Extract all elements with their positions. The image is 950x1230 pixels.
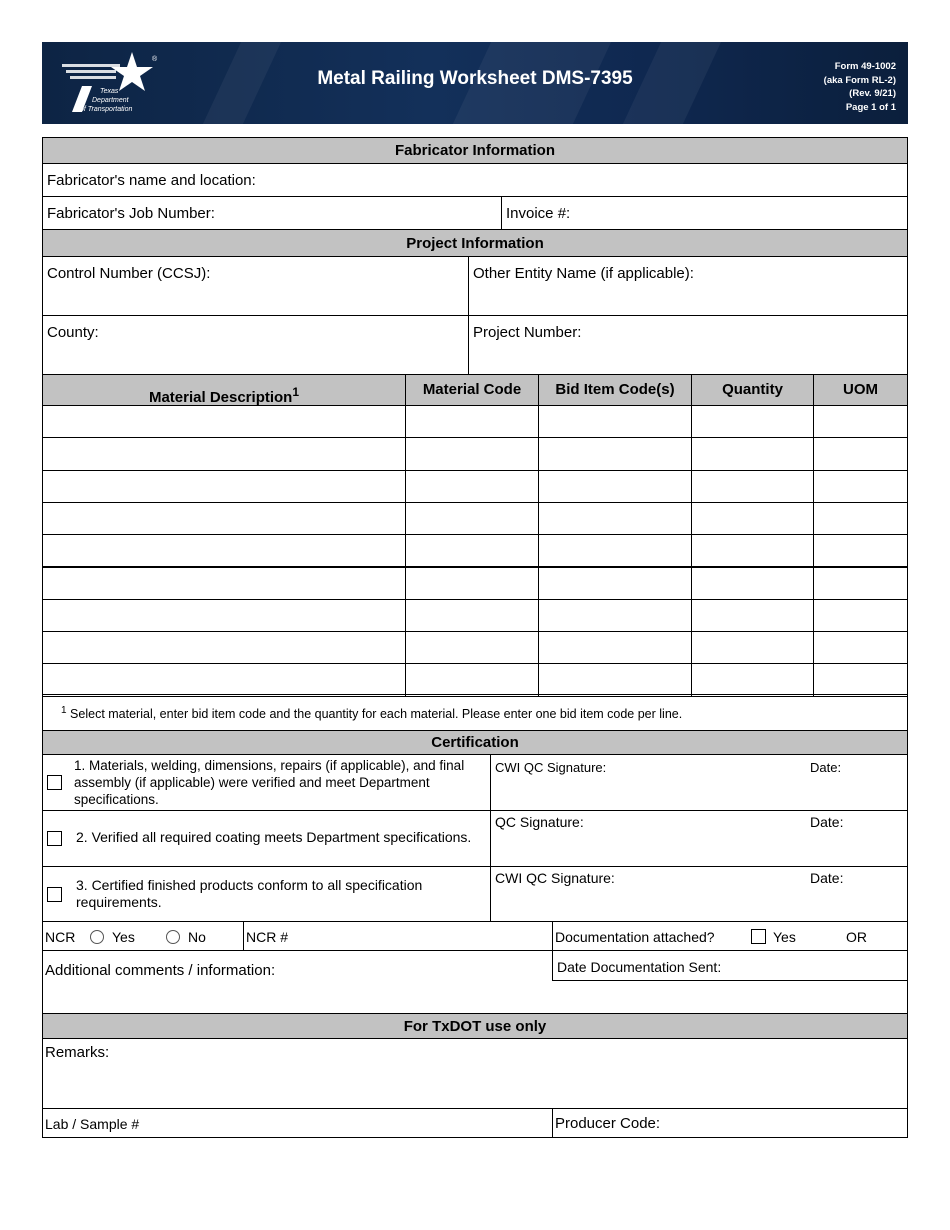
certification-2-text: 2. Verified all required coating meets Department specifications. [76, 829, 472, 845]
form-revision: (Rev. 9/21) [849, 88, 896, 99]
certification-3-checkbox[interactable] [47, 887, 62, 902]
uom-cell[interactable] [813, 534, 908, 567]
footnote-text: Select material, enter bid item code and the quantity for each material. Please enter one bid item code per line. [70, 707, 683, 722]
material-code-cell[interactable] [405, 470, 539, 503]
table-row [42, 663, 908, 696]
ncr-field [42, 921, 244, 951]
quantity-cell[interactable] [691, 534, 814, 567]
materials-table-body [42, 405, 908, 695]
uom-cell[interactable] [813, 631, 908, 664]
certification-2-checkbox[interactable] [47, 831, 62, 846]
producer-code-label: Producer Code: [555, 1115, 661, 1132]
form-title: Metal Railing Worksheet DMS-7395 [317, 68, 633, 89]
certification-2-date-label: Date: [810, 814, 844, 830]
uom-cell[interactable] [813, 599, 908, 632]
material-description-cell[interactable] [42, 470, 406, 503]
uom-cell[interactable] [813, 437, 908, 470]
table-row [42, 470, 908, 503]
documentation-yes-checkbox[interactable] [751, 929, 766, 944]
control-number-label: Control Number (CCSJ): [47, 265, 211, 282]
material-description-cell[interactable] [42, 502, 406, 535]
svg-text:Department: Department [92, 97, 129, 104]
uom-cell[interactable] [813, 663, 908, 696]
table-row [42, 502, 908, 535]
ncr-yes-radio[interactable] [90, 930, 104, 944]
fabricator-job-number-label: Fabricator's Job Number: [47, 205, 215, 222]
uom-cell[interactable] [813, 502, 908, 535]
certification-1-date-label: Date: [810, 760, 842, 775]
table-row [42, 567, 908, 600]
svg-text:®: ® [152, 56, 158, 63]
certification-2-signature-field[interactable] [490, 810, 908, 867]
ncr-no-label: No [188, 929, 206, 945]
bid-item-code-header: Bid Item Code(s) [538, 374, 692, 406]
material-code-cell[interactable] [405, 631, 539, 664]
svg-text:Texas: Texas [100, 88, 119, 95]
quantity-cell[interactable] [691, 599, 814, 632]
county-label: County: [47, 324, 99, 341]
table-row [42, 534, 908, 567]
bid-item-code-cell[interactable] [538, 437, 692, 470]
bid-item-code-cell[interactable] [538, 502, 692, 535]
documentation-or-label: OR [846, 929, 867, 945]
form-aka: (aka Form RL-2) [823, 74, 896, 86]
bid-item-code-cell[interactable] [538, 631, 692, 664]
certification-1-signature-field[interactable] [490, 754, 908, 811]
material-code-cell[interactable] [405, 437, 539, 470]
form-meta [824, 60, 896, 114]
material-code-cell[interactable] [405, 405, 539, 438]
other-entity-field[interactable] [468, 256, 908, 316]
other-entity-label: Other Entity Name (if applicable): [473, 265, 694, 282]
certification-item-3 [42, 866, 491, 922]
uom-cell[interactable] [813, 567, 908, 600]
material-code-cell[interactable] [405, 567, 539, 600]
materials-footnote: $^1$ Select material, enter bid item code and the quantity for each material. Please enter one bid item code per line. [42, 694, 908, 731]
fabricator-name-label: Fabricator's name and location: [47, 172, 256, 189]
ncr-label: NCR [45, 929, 76, 945]
material-code-cell[interactable] [405, 502, 539, 535]
documentation-attached-label: Documentation attached? [555, 929, 715, 945]
fabricator-job-number-field[interactable] [42, 196, 502, 230]
project-number-field[interactable] [468, 315, 908, 375]
uom-cell[interactable] [813, 470, 908, 503]
bid-item-code-cell[interactable] [538, 405, 692, 438]
certification-1-signature-label: CWI QC Signature: [495, 760, 607, 775]
page-number: Page 1 of 1 [845, 101, 896, 113]
certification-1-checkbox[interactable] [47, 775, 62, 790]
certification-2-signature-label: QC Signature: [495, 814, 584, 830]
certification-item-1 [42, 754, 491, 811]
header-banner [42, 42, 908, 124]
remarks-label: Remarks: [45, 1044, 110, 1061]
certification-3-text: 3. Certified finished products conform to all specification requirements. [76, 877, 423, 910]
ncr-no-radio[interactable] [166, 930, 180, 944]
form-number: Form 49-1002 [834, 61, 896, 72]
certification-3-signature-field[interactable] [490, 866, 908, 922]
certification-3-date-label: Date: [810, 870, 844, 886]
date-documentation-sent-field[interactable] [552, 950, 908, 981]
additional-comments-label: Additional comments / information: [45, 962, 276, 979]
material-description-cell[interactable] [42, 567, 406, 600]
material-description-header: Material Description$^1$ [42, 374, 406, 406]
documentation-attached-field [552, 921, 908, 951]
ncr-number-field[interactable] [243, 921, 553, 951]
material-description-cell[interactable] [42, 534, 406, 567]
quantity-cell[interactable] [691, 567, 814, 600]
material-description-cell[interactable] [42, 405, 406, 438]
lab-sample-label: Lab / Sample # [45, 1116, 140, 1132]
txdot-section-heading: For TxDOT use only [42, 1013, 908, 1039]
table-row [42, 599, 908, 632]
documentation-yes-label: Yes [773, 929, 796, 945]
invoice-field[interactable] [501, 196, 908, 230]
quantity-cell[interactable] [691, 631, 814, 664]
table-row [42, 631, 908, 664]
certification-item-2 [42, 810, 491, 867]
invoice-label: Invoice #: [506, 205, 571, 222]
project-section-heading: Project Information [42, 229, 908, 257]
table-row [42, 405, 908, 438]
quantity-cell[interactable] [691, 663, 814, 696]
table-row [42, 437, 908, 470]
material-code-cell[interactable] [405, 599, 539, 632]
bid-item-code-cell[interactable] [538, 534, 692, 567]
quantity-cell[interactable] [691, 405, 814, 438]
bid-item-code-cell[interactable] [538, 567, 692, 600]
quantity-cell[interactable] [691, 470, 814, 503]
control-number-field[interactable] [42, 256, 469, 316]
quantity-cell[interactable] [691, 437, 814, 470]
uom-cell[interactable] [813, 405, 908, 438]
bid-item-code-cell[interactable] [538, 470, 692, 503]
bid-item-code-cell[interactable] [538, 599, 692, 632]
lab-sample-field[interactable] [42, 1108, 553, 1138]
project-number-label: Project Number: [473, 324, 582, 341]
ncr-number-label: NCR # [246, 929, 289, 945]
fabricator-name-field[interactable] [42, 163, 908, 197]
quantity-header: Quantity [691, 374, 814, 406]
fabricator-section-heading: Fabricator Information [42, 137, 908, 164]
svg-text:of Transportation: of Transportation [80, 106, 133, 113]
county-field[interactable] [42, 315, 469, 375]
quantity-cell[interactable] [691, 502, 814, 535]
uom-header: UOM [813, 374, 908, 406]
certification-1-text: 1. Materials, welding, dimensions, repairs (if applicable), and final assembly (if applicable) were verified and meet Department specifications. [74, 758, 465, 807]
material-code-cell[interactable] [405, 534, 539, 567]
material-description-cell[interactable] [42, 437, 406, 470]
material-description-cell[interactable] [42, 663, 406, 696]
remarks-field[interactable] [42, 1038, 908, 1109]
certification-section-heading: Certification [42, 730, 908, 755]
producer-code-field[interactable] [552, 1108, 908, 1138]
ncr-yes-label: Yes [112, 929, 135, 945]
materials-header-row [42, 374, 908, 406]
material-description-cell[interactable] [42, 631, 406, 664]
bid-item-code-cell[interactable] [538, 663, 692, 696]
date-documentation-sent-label: Date Documentation Sent: [557, 959, 722, 975]
certification-3-signature-label: CWI QC Signature: [495, 870, 615, 886]
material-description-cell[interactable] [42, 599, 406, 632]
material-code-header: Material Code [405, 374, 539, 406]
material-code-cell[interactable] [405, 663, 539, 696]
